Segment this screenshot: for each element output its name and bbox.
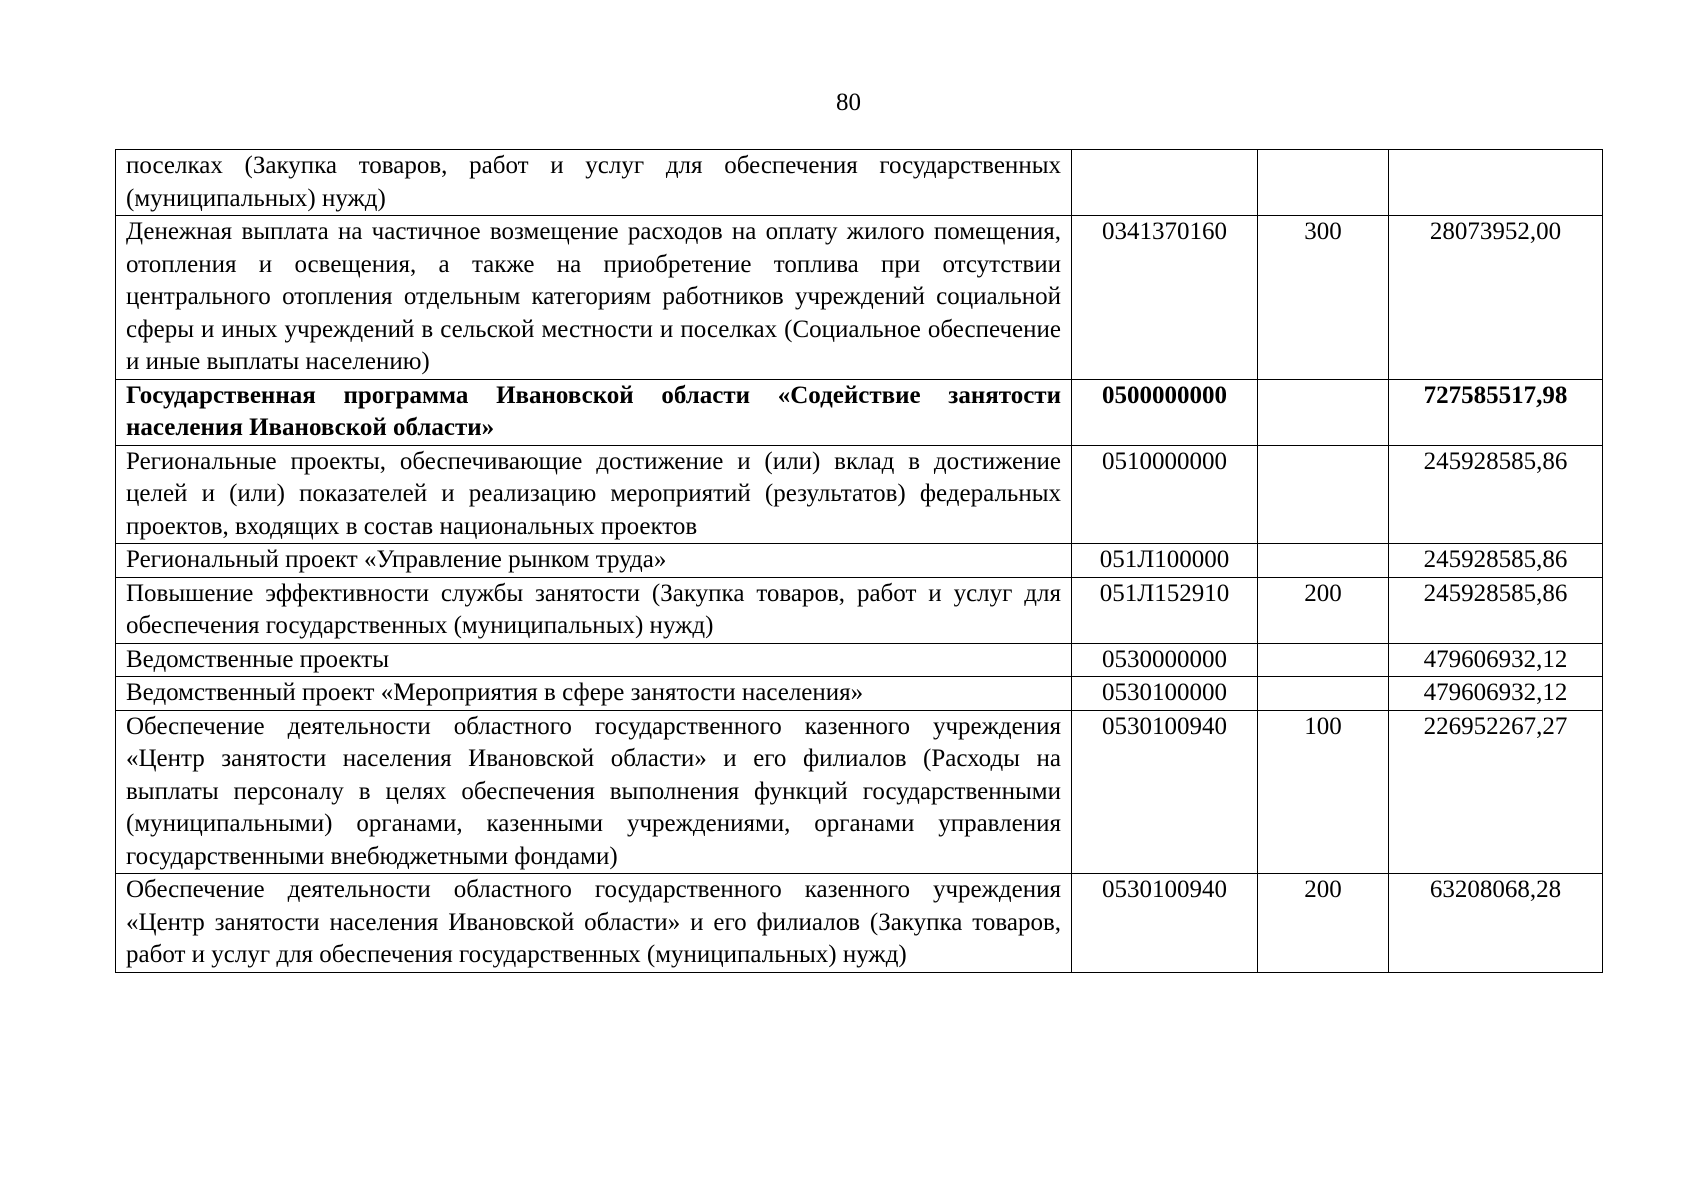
row-sum: 28073952,00	[1389, 216, 1603, 380]
row-code: 0530000000	[1072, 643, 1258, 677]
row-expense-type: 200	[1258, 577, 1389, 643]
table-row	[116, 677, 1603, 711]
row-name: Обеспечение деятельности областного государственного казенного учреждения «Центр занятости населения Ивановской области» и его филиалов (Закупка товаров, работ и услуг для обеспечения государственных (муниципальных) нужд)	[116, 874, 1072, 973]
row-code: 0510000000	[1072, 445, 1258, 544]
table-row	[116, 710, 1603, 874]
row-expense-type: 100	[1258, 710, 1389, 874]
row-sum: 63208068,28	[1389, 874, 1603, 973]
row-name: Обеспечение деятельности областного государственного казенного учреждения «Центр занятости населения Ивановской области» и его филиалов (Расходы на выплаты персоналу в целях обеспечения выполнения функций государственными (муниципальными) органами, казенными учреждениями, органами управления государственными внебюджетными фондами)	[116, 710, 1072, 874]
row-sum: 727585517,98	[1389, 379, 1603, 445]
table-row	[116, 445, 1603, 544]
row-name: поселках (Закупка товаров, работ и услуг для обеспечения государственных (муниципальных) нужд)	[116, 150, 1072, 216]
row-name: Повышение эффективности службы занятости (Закупка товаров, работ и услуг для обеспечения государственных (муниципальных) нужд)	[116, 577, 1072, 643]
row-code: 0530100000	[1072, 677, 1258, 711]
row-code: 0530100940	[1072, 710, 1258, 874]
table-row	[116, 577, 1603, 643]
row-name: Государственная программа Ивановской области «Содействие занятости населения Ивановской области»	[116, 379, 1072, 445]
row-code: 051Л100000	[1072, 544, 1258, 578]
table-row-program	[116, 379, 1603, 445]
row-expense-type	[1258, 379, 1389, 445]
row-sum: 479606932,12	[1389, 677, 1603, 711]
table-row	[116, 874, 1603, 973]
row-sum: 245928585,86	[1389, 544, 1603, 578]
row-sum: 479606932,12	[1389, 643, 1603, 677]
row-expense-type	[1258, 150, 1389, 216]
budget-table	[115, 149, 1603, 973]
table-row	[116, 216, 1603, 380]
row-name: Ведомственные проекты	[116, 643, 1072, 677]
row-name: Ведомственный проект «Мероприятия в сфере занятости населения»	[116, 677, 1072, 711]
row-expense-type	[1258, 677, 1389, 711]
row-expense-type	[1258, 643, 1389, 677]
row-code	[1072, 150, 1258, 216]
table-row	[116, 150, 1603, 216]
row-code: 0341370160	[1072, 216, 1258, 380]
row-name: Региональный проект «Управление рынком труда»	[116, 544, 1072, 578]
row-expense-type	[1258, 445, 1389, 544]
table-row	[116, 643, 1603, 677]
row-code: 051Л152910	[1072, 577, 1258, 643]
row-sum: 226952267,27	[1389, 710, 1603, 874]
page-number: 80	[836, 89, 861, 116]
row-code: 0500000000	[1072, 379, 1258, 445]
row-expense-type: 200	[1258, 874, 1389, 973]
row-code: 0530100940	[1072, 874, 1258, 973]
row-name: Денежная выплата на частичное возмещение расходов на оплату жилого помещения, отопления и освещения, а также на приобретение топлива при отсутствии центрального отопления отдельным категориям работников учреждений социальной сферы и иных учреждений в сельской местности и поселках (Социальное обеспечение и иные выплаты населению)	[116, 216, 1072, 380]
row-sum	[1389, 150, 1603, 216]
row-expense-type	[1258, 544, 1389, 578]
row-sum: 245928585,86	[1389, 445, 1603, 544]
row-expense-type: 300	[1258, 216, 1389, 380]
row-name: Региональные проекты, обеспечивающие достижение и (или) вклад в достижение целей и (или) показателей и реализацию мероприятий (результатов) федеральных проектов, входящих в состав национальных проектов	[116, 445, 1072, 544]
row-sum: 245928585,86	[1389, 577, 1603, 643]
table-row	[116, 544, 1603, 578]
